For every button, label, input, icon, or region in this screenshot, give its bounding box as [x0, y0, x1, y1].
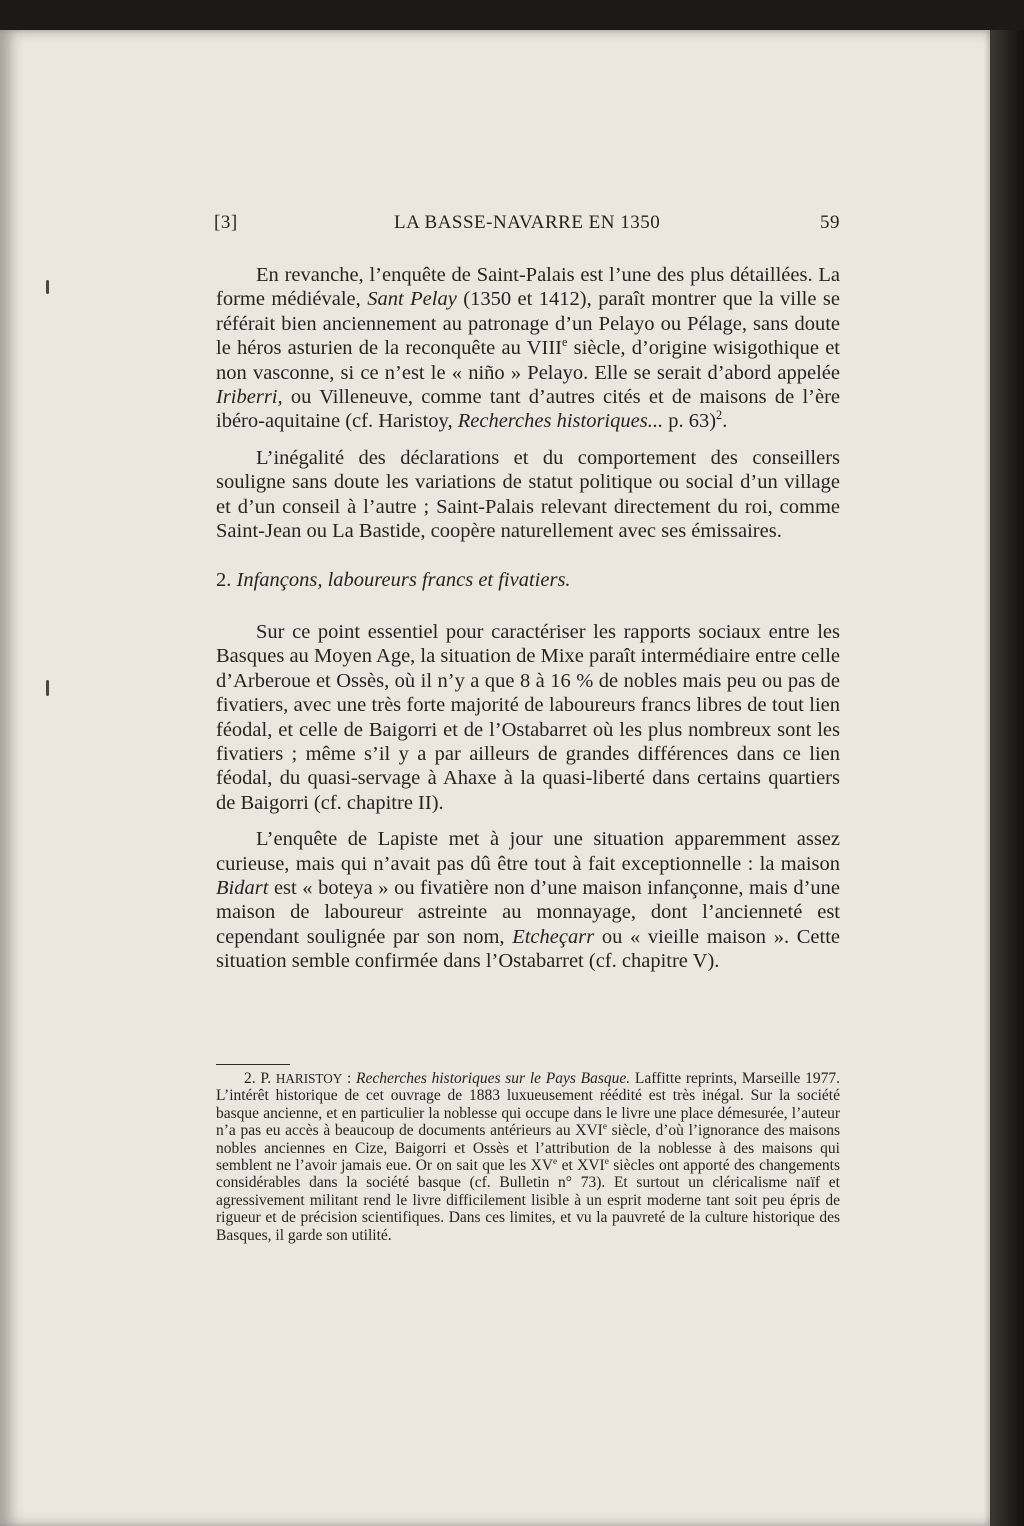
running-title: LA BASSE-NAVARRE EN 1350: [394, 212, 661, 233]
page-number: 59: [820, 212, 840, 233]
body-text: [216, 263, 840, 974]
footnote-ref: 2: [716, 408, 723, 423]
chapter-number: [3]: [214, 212, 238, 233]
footnote-rule: [216, 1064, 290, 1065]
margin-mark: [46, 680, 49, 696]
margin-mark: [46, 280, 49, 294]
paragraph: Sur ce point essentiel pour caractériser les rapports sociaux entre les Basques au Moyen Age, la situation de Mixe paraît intermédiaire entre celle d’Arberoue et Ossès, où il n’y a que 8 à 16 % de nobles mais peu ou pas de fivatiers, avec une très forte majorité de laboureurs francs libres de tout lien féodal, et celle de Baigorri et de l’Ostabarret où les plus nombreux sont les fivatiers ; même s’il y a par ailleurs de grandes différences dans ce lien féodal, du quasi-servage à Ahaxe à la quasi-liberté dans certains quartiers de Baigorri (cf. chapitre II).: [216, 620, 840, 814]
running-head: [214, 212, 840, 240]
paragraph: L’inégalité des déclarations et du comportement des conseillers souligne sans doute les variations de statut politique ou social d’un village et d’un conseil à l’autre ; Saint-Palais relevant directement du roi, comme Saint-Jean ou La Bastide, coopère naturellement avec ses émissaires.: [216, 446, 840, 543]
paragraph: L’enquête de Lapiste met à jour une situation apparemment assez curieuse, mais qui n’avait pas dû être tout à fait exceptionnelle : la maison Bidart est « boteya » ou fivatière non d’une maison infançonne, mais d’une maison de laboureur astreinte au monnayage, dont l’ancienneté est cependant soulignée par son nom, Etcheçarr ou « vieille maison ». Cette situation semble confirmée dans l’Ostabarret (cf. chapitre V).: [216, 828, 840, 973]
footnote: 2. P. HARISTOY : Recherches historiques sur le Pays Basque. Laffitte reprints, Marseille 1977. L’intérêt historique de cet ouvrage de 1883 luxueusement réédité est très inégal. Sur la société basque ancienne, et en particulier la noblesse qui occupe dans le livre une place démesurée, l’auteur n’a pas eu accès à beaucoup de documents antérieurs au XVIe siècle, d’où l’ignorance des maisons nobles anciennes en Cize, Baigorri et Ossès et l’attribution de la noblesse à des maisons qui semblent ne l’avoir jamais eue. Or on sait que les XVe et XVIe siècles ont apporté des changements considérables dans la société basque (cf. Bulletin n° 73). Et surtout un cléricalisme naïf et agressivement militant rend le livre difficilement lisible à un esprit moderne tant soit peu épris de rigueur et de précision scientifiques. Dans ces limites, et vu la pauvreté de la culture historique des Basques, il garde son utilité.: [216, 1070, 841, 1244]
section-heading: 2. Infançons, laboureurs francs et fivatiers.: [216, 569, 571, 592]
paragraph: En revanche, l’enquête de Saint-Palais est l’une des plus détaillées. La forme médiévale, Sant Pelay (1350 et 1412), paraît montrer que la ville se référait bien anciennement au patronage d’un Pelayo ou Pélage, sans doute le héros asturien de la reconquête au VIIIe siècle, d’origine wisigothique et non vasconne, si ce n’est le « niño » Pelayo. Elle se serait d’abord appelée Iriberri, ou Villeneuve, comme tant d’autres cités et de maisons de l’ère ibéro-aquitaine (cf. Haristoy, Recherches historiques... p. 63)$^2$.: [216, 264, 840, 433]
page-edge-shadow: [990, 30, 1024, 1526]
